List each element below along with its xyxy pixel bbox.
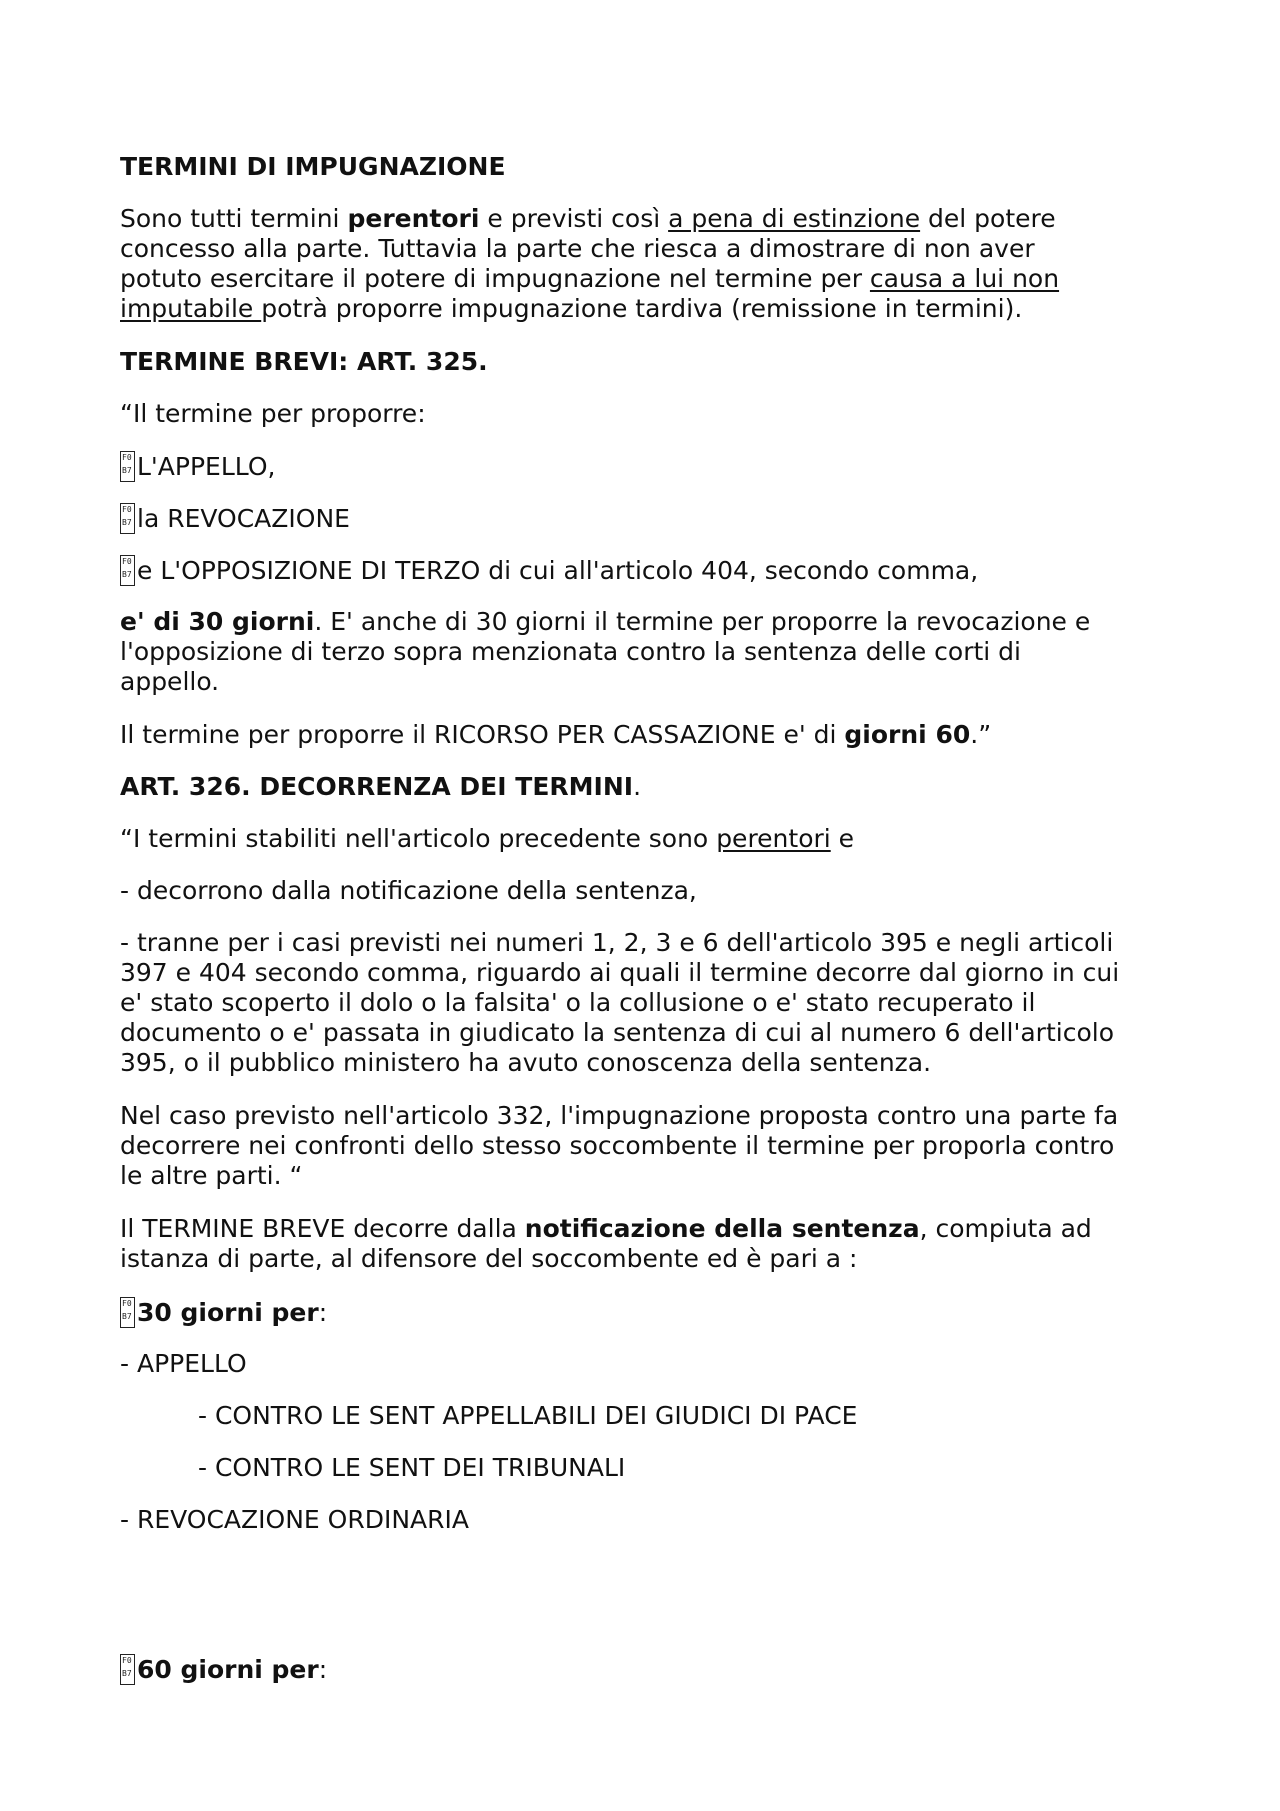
list-item-revocazione: - REVOCAZIONE ORDINARIA <box>120 1505 469 1534</box>
heading-termini-impugnazione: TERMINI DI IMPUGNAZIONE <box>120 152 506 181</box>
missing-glyph-icon: F0 B7 <box>120 1297 135 1328</box>
bullet-item <box>120 555 1165 586</box>
bold-text: notificazione della sentenza <box>524 1214 920 1243</box>
text-line: - tranne per i casi previsti nei numeri 1, 2, 3 e 6 dell'articolo 395 e negli articoli <box>120 928 1114 957</box>
text: Il termine per proporre il RICORSO PER CASSAZIONE e' di <box>120 720 845 749</box>
text: potrà proporre impugnazione tardiva (remissione in termini). <box>261 294 1023 323</box>
text: e previsti così <box>479 204 669 233</box>
bullet-text: e L'OPPOSIZIONE DI TERZO di cui all'articolo 404, secondo comma, <box>137 556 979 585</box>
bullet-60-giorni <box>120 1654 1165 1685</box>
text-line: decorrere nei confronti dello stesso soccombente il termine per proporla contro <box>120 1131 1115 1160</box>
text: istanza di parte, al difensore del soccombente ed è pari a : <box>120 1244 858 1273</box>
heading-termine-brevi: TERMINE BREVI: ART. 325. <box>120 347 488 376</box>
text: .” <box>970 720 992 749</box>
text: potuto esercitare il potere di impugnazione nel termine per <box>120 264 870 293</box>
list-subitem: - CONTRO LE SENT DEI TRIBUNALI <box>198 1453 626 1482</box>
underlined-text: causa a lui non <box>869 264 1060 293</box>
underlined-text: imputabile <box>120 294 262 323</box>
text: : <box>318 1298 328 1327</box>
text-line: le altre parti. “ <box>120 1161 303 1190</box>
text: Il TERMINE BREVE decorre dalla <box>120 1214 525 1243</box>
paragraph-termine-breve <box>120 1214 1165 1274</box>
text: e <box>830 824 855 853</box>
missing-glyph-icon: F0 B7 <box>120 555 135 586</box>
bold-perentori: perentori <box>347 204 480 233</box>
paragraph-termini-stabiliti <box>120 824 1165 854</box>
text: , compiuta ad <box>919 1214 1092 1243</box>
paragraph-30-giorni <box>120 607 1165 697</box>
bullet-item <box>120 503 1165 534</box>
text: concesso alla parte. Tuttavia la parte che riesca a dimostrare di non aver <box>120 234 1035 263</box>
text-line: 397 e 404 secondo comma, riguardo ai quali il termine decorre dal giorno in cui <box>120 958 1120 987</box>
text: : <box>318 1655 328 1684</box>
text-line: 395, o il pubblico ministero ha avuto conoscenza della sentenza. <box>120 1048 932 1077</box>
bullet-item <box>120 451 1165 482</box>
bold-text: 60 giorni per <box>137 1655 319 1684</box>
text: l'opposizione di terzo sopra menzionata contro la sentenza delle corti di <box>120 637 1021 666</box>
text-line: Nel caso previsto nell'articolo 332, l'impugnazione proposta contro una parte fa <box>120 1101 1119 1130</box>
paragraph-tranne <box>120 928 1165 1078</box>
bullet-text: la REVOCAZIONE <box>137 504 350 533</box>
quote-start: “Il termine per proporre: <box>120 399 426 428</box>
text: del potere <box>920 204 1056 233</box>
paragraph-decorrono: - decorrono dalla notificazione della sentenza, <box>120 876 697 905</box>
text: appello. <box>120 667 220 696</box>
bold-text: giorni 60 <box>844 720 971 749</box>
text: “I termini stabiliti nell'articolo precedente sono <box>120 824 717 853</box>
bold-text: ART. 326. DECORRENZA DEI TERMINI <box>120 772 634 801</box>
bullet-30-giorni <box>120 1297 1165 1328</box>
paragraph-articolo-332 <box>120 1101 1165 1191</box>
text-line: documento o e' passata in giudicato la sentenza di cui al numero 6 dell'articolo <box>120 1018 1114 1047</box>
bold-text: e' di 30 giorni <box>120 607 315 636</box>
paragraph-cassazione <box>120 720 1165 750</box>
text: . E' anche di 30 giorni il termine per proporre la revocazione e <box>314 607 1091 636</box>
list-item-appello: - APPELLO <box>120 1349 247 1378</box>
underlined-text: a pena di estinzione <box>668 204 921 233</box>
paragraph-perentori <box>120 204 1165 324</box>
missing-glyph-icon: F0 B7 <box>120 1654 135 1685</box>
bullet-text: L'APPELLO, <box>137 452 276 481</box>
list-subitem: - CONTRO LE SENT APPELLABILI DEI GIUDICI DI PACE <box>198 1401 858 1430</box>
missing-glyph-icon: F0 B7 <box>120 503 135 534</box>
heading-art-326 <box>120 772 1165 802</box>
text-line: e' stato scoperto il dolo o la falsita' o la collusione o e' stato recuperato il <box>120 988 1036 1017</box>
missing-glyph-icon: F0 B7 <box>120 451 135 482</box>
text: Sono tutti termini <box>120 204 348 233</box>
bold-text: 30 giorni per <box>137 1298 319 1327</box>
text: . <box>633 772 642 801</box>
underlined-text: perentori <box>716 824 831 853</box>
